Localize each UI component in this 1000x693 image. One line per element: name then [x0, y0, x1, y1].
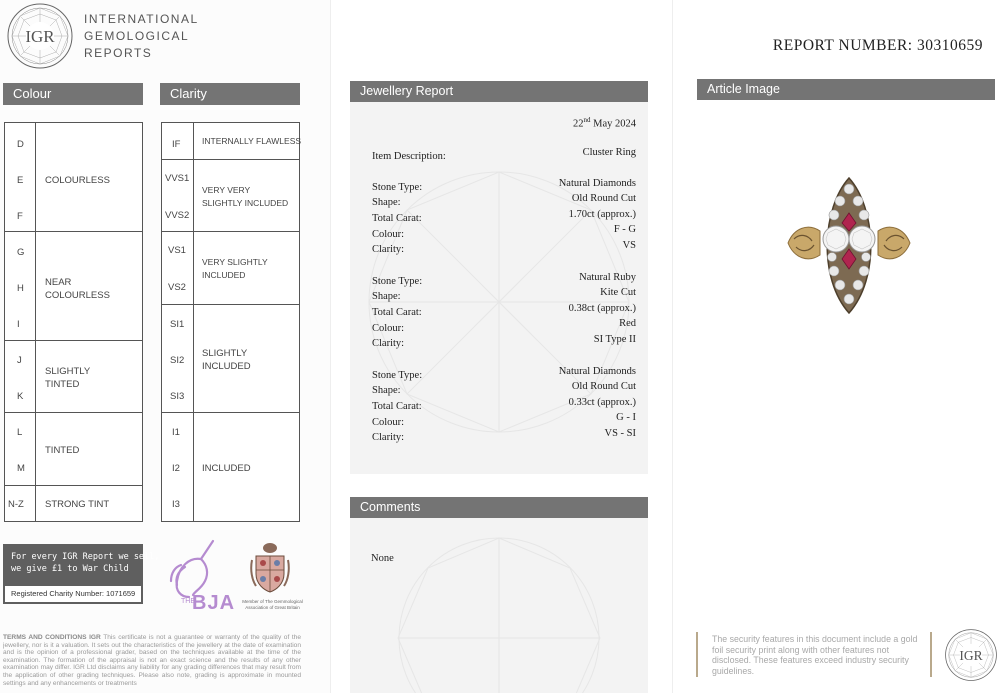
- watermark-icon: [350, 518, 648, 693]
- colour-grade: D: [17, 139, 24, 150]
- security-divider: [930, 632, 932, 677]
- report-date: 22nd May 2024: [573, 116, 636, 130]
- terms-body: This certificate is not a guarantee or warranty of the quality of the jewellery, nor is it a valuation. It sets out the characteristics of the jewellery at the date of examination and is the opinion of a professional grader, based on the techniques available at the time of the examination. The formation of the appraisal is not an exact science and the results of any other examination may differ. IGR Ltd disclaims any liability for any grading differences that may result from the application of other grading techniques. Please also note, grading is approximate in mounted settings and any enhancements or treatments: [3, 634, 301, 687]
- clarity-grade: VVS2: [165, 210, 190, 221]
- clarity-grade: VVS1: [165, 173, 190, 184]
- clarity-group: INTERNALLY FLAWLESS: [202, 136, 302, 146]
- colour-grade: I: [17, 319, 20, 330]
- clarity-group: VERY VERY SLIGHTLY INCLUDED: [202, 185, 289, 208]
- total-carat-label: Total Carat:: [372, 401, 422, 412]
- charity-banner: [3, 544, 160, 604]
- clarity-group: SLIGHTLY INCLUDED: [202, 348, 251, 372]
- jewellery-report-header: Jewellery Report: [350, 81, 648, 102]
- total-carat-value: 0.33ct (approx.): [568, 397, 636, 408]
- total-carat-label: Total Carat:: [372, 213, 422, 224]
- colour-label: Colour:: [372, 229, 405, 240]
- clarity-group: VERY SLIGHTLY INCLUDED: [202, 257, 268, 280]
- stone-type-label: Stone Type:: [372, 182, 423, 193]
- item-description-label: Item Description:: [372, 151, 446, 162]
- clarity-value: VS: [622, 240, 636, 251]
- colour-group: NEAR COLOURLESS: [45, 277, 110, 301]
- clarity-grade: I2: [172, 463, 180, 474]
- total-carat-label: Total Carat:: [372, 307, 422, 318]
- shape-label: Shape:: [372, 291, 401, 302]
- svg-text:IGR: IGR: [959, 647, 983, 663]
- brand-line-1: INTERNATIONAL: [84, 12, 199, 26]
- terms-title: TERMS AND CONDITIONS IGR: [3, 634, 101, 641]
- clarity-grade: VS2: [168, 282, 186, 293]
- brand-name: [84, 11, 199, 62]
- comments-box: [350, 518, 648, 693]
- colour-group: STRONG TINT: [45, 499, 110, 510]
- clarity-label: Clarity:: [372, 244, 405, 255]
- charity-message: For every IGR Report we sell, we give £1 to War Child: [11, 552, 160, 574]
- clarity-value: SI Type II: [593, 334, 636, 345]
- colour-group: SLIGHTLY TINTED: [45, 366, 91, 390]
- clarity-grade: SI2: [170, 355, 185, 366]
- colour-grade: L: [17, 427, 23, 438]
- clarity-scale-table: [161, 122, 300, 522]
- colour-header: Colour: [3, 83, 143, 105]
- comments-header: Comments: [350, 497, 648, 518]
- colour-grade: G: [17, 247, 25, 258]
- colour-grade: E: [17, 175, 24, 186]
- clarity-label: Clarity:: [372, 432, 405, 443]
- stone-type-label: Stone Type:: [372, 276, 423, 287]
- colour-group: TINTED: [45, 445, 80, 456]
- item-description-value: Cluster Ring: [582, 147, 636, 158]
- colour-group: COLOURLESS: [45, 175, 110, 186]
- igr-logo: [944, 628, 998, 682]
- clarity-grade: IF: [172, 139, 181, 150]
- bja-the: THE: [181, 598, 195, 605]
- svg-text:IGR: IGR: [25, 27, 55, 46]
- ring-image: [784, 173, 914, 318]
- colour-scale-table: [4, 122, 143, 522]
- colour-grade: H: [17, 283, 24, 294]
- total-carat-value: 0.38ct (approx.): [568, 303, 636, 314]
- shape-value: Old Round Cut: [571, 193, 636, 204]
- crest-caption: Member of The Gemmological Association of Great Britain: [242, 599, 303, 610]
- stone-type-label: Stone Type:: [372, 370, 423, 381]
- clarity-label: Clarity:: [372, 338, 405, 349]
- igr-logo: [6, 2, 74, 70]
- brand-line-3: REPORTS: [84, 46, 153, 60]
- crest-icon: [248, 540, 292, 596]
- clarity-grade: VS1: [168, 245, 186, 256]
- colour-grade: J: [17, 355, 22, 366]
- stone-type-value: Natural Ruby: [579, 272, 636, 283]
- shape-value: Old Round Cut: [571, 381, 636, 392]
- colour-value: F - G: [613, 224, 636, 235]
- colour-label: Colour:: [372, 417, 405, 428]
- clarity-value: VS - SI: [604, 428, 636, 439]
- terms-and-conditions: [3, 634, 301, 693]
- security-note: The security features in this document include a gold foil security print along with other features not disclosed. These features exceed industry security guidelines.: [712, 634, 918, 676]
- shape-value: Kite Cut: [600, 287, 636, 298]
- stone-type-value: Natural Diamonds: [558, 366, 636, 377]
- charity-number: Registered Charity Number: 1071659: [5, 586, 141, 602]
- colour-grade: K: [17, 391, 24, 402]
- colour-grade: N-Z: [8, 499, 24, 510]
- clarity-grade: I3: [172, 499, 180, 510]
- clarity-header: Clarity: [160, 83, 300, 105]
- report-number: REPORT NUMBER: 30310659: [772, 37, 983, 54]
- clarity-group: INCLUDED: [202, 463, 251, 474]
- colour-grade: F: [17, 211, 23, 222]
- colour-grade: M: [17, 463, 25, 474]
- clarity-grade: SI3: [170, 391, 185, 402]
- total-carat-value: 1.70ct (approx.): [568, 209, 636, 220]
- clarity-grade: I1: [172, 427, 180, 438]
- colour-value: Red: [619, 318, 636, 329]
- comments-text: None: [371, 553, 394, 564]
- bja-logo: BJA: [192, 592, 236, 614]
- stone-type-value: Natural Diamonds: [558, 178, 636, 189]
- colour-value: G - I: [616, 412, 636, 423]
- article-image-header: Article Image: [697, 79, 995, 100]
- clarity-grade: SI1: [170, 319, 185, 330]
- brand-line-2: GEMOLOGICAL: [84, 29, 190, 43]
- colour-label: Colour:: [372, 323, 405, 334]
- security-divider: [696, 632, 698, 677]
- shape-label: Shape:: [372, 197, 401, 208]
- shape-label: Shape:: [372, 385, 401, 396]
- image-panel: [673, 0, 1000, 693]
